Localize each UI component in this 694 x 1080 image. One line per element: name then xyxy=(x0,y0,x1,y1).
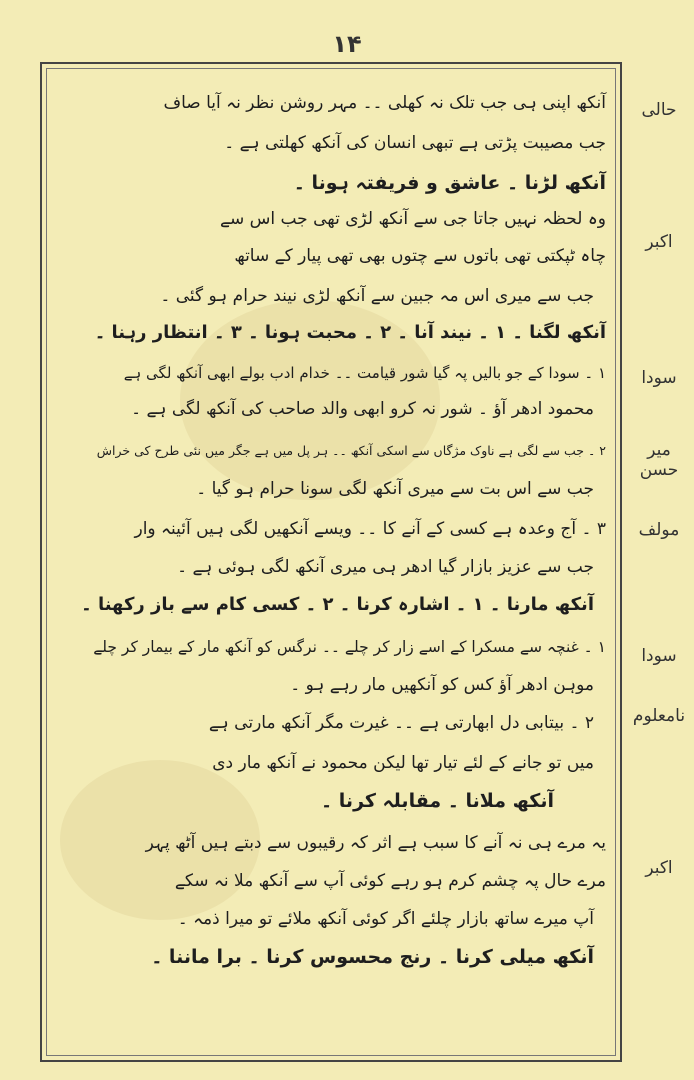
text-line: ۳ ۔ آج وعدہ ہے کسی کے آنے کا ۔۔ ویسے آنکھیں لگی ہیں آئینہ وار xyxy=(134,519,606,539)
text-line: جب مصیبت پڑتی ہے تبھی انسان کی آنکھ کھلتی ہے ۔ xyxy=(224,133,606,153)
poet-name: مولف xyxy=(638,520,680,540)
text-line: ۱ ۔ غنچہ سے مسکرا کے اسے زار کر چلے ۔۔ نرگس کو آنکھ مار کے بیمار کر چلے xyxy=(93,638,606,656)
text-line: چاہ ٹپکتی تھی باتوں سے چتوں بھی تھی پیار کے ساتھ xyxy=(234,246,606,266)
text-line: محمود ادھر آؤ ۔ شور نہ کرو ابھی والد صاحب کی آنکھ لگی ہے ۔ xyxy=(131,399,594,419)
poet-name: سودا xyxy=(641,368,677,388)
entry-heading: آنکھ مارنا ۔ ۱ ۔ اشارہ کرنا ۔ ۲ ۔ کسی کام سے باز رکھنا ۔ xyxy=(81,594,594,615)
text-line: ۲ ۔ بیتابی دل ابھارتی ہے ۔۔ غیرت مگر آنکھ مارتی ہے xyxy=(208,713,594,733)
text-line: میں تو جانے کے لئے تیار تھا لیکن محمود نے آنکھ مار دی xyxy=(212,753,594,773)
text-line: وہ لحظہ نہیں جاتا جی سے آنکھ لڑی تھی جب اس سے xyxy=(220,209,606,229)
poet-name: نامعلوم xyxy=(632,706,686,726)
text-line: آنکھ اپنی ہی جب تلک نہ کھلی ۔۔ مہر روشن نظر نہ آیا صاف xyxy=(163,93,606,113)
text-line: جب سے عزیز بازار گیا ادھر ہی میری آنکھ لگی ہوئی ہے ۔ xyxy=(177,557,594,577)
entry-heading: آنکھ لگنا ۔ ۱ ۔ نیند آنا ۔ ۲ ۔ محبت ہونا ۔ ۳ ۔ انتظار رہنا ۔ xyxy=(94,322,606,343)
poet-name: اکبر xyxy=(645,232,673,252)
text-line: مرے حال پہ چشم کرم ہو رہے کوئی آپ سے آنکھ ملا نہ سکے xyxy=(174,871,606,891)
poet-name: حالی xyxy=(641,100,677,120)
entry-heading: آنکھ لڑنا ۔ عاشق و فریفتہ ہونا ۔ xyxy=(293,172,606,194)
entry-heading: آنکھ ملانا ۔ مقابلہ کرنا ۔ xyxy=(321,790,554,812)
poet-name: اکبر xyxy=(645,858,673,878)
text-line: آپ میرے ساتھ بازار چلئے اگر کوئی آنکھ ملائے تو میرا ذمہ ۔ xyxy=(177,909,594,929)
page-number: ۱۴ xyxy=(332,30,362,58)
text-line: ۲ ۔ جب سے لگی ہے ناوک مژگاں سے اسکی آنکھ ۔۔ ہر پل میں ہے جگر میں نئی طرح کی خراش xyxy=(96,443,606,458)
text-line: جب سے میری اس مہ جبین سے آنکھ لڑی نیند حرام ہو گئی ۔ xyxy=(160,286,594,306)
poet-name: میر حسن xyxy=(639,440,679,480)
text-line: یہ مرے ہی نہ آنے کا سبب ہے اثر کہ رقیبوں سے دبتے ہیں آٹھ پہر xyxy=(145,833,606,853)
text-line: جب سے اس بت سے میری آنکھ لگی سونا حرام ہو گیا ۔ xyxy=(196,479,594,499)
text-line: ۱ ۔ سودا کے جو بالیں پہ گیا شور قیامت ۔۔ خدام ادب بولے ابھی آنکھ لگی ہے xyxy=(123,364,606,382)
entry-heading: آنکھ میلی کرنا ۔ رنج محسوس کرنا ۔ برا ماننا ۔ xyxy=(151,946,594,968)
text-line: موہن ادھر آؤ کس کو آنکھیں مار رہے ہو ۔ xyxy=(290,675,594,695)
poet-name: سودا xyxy=(641,646,677,666)
